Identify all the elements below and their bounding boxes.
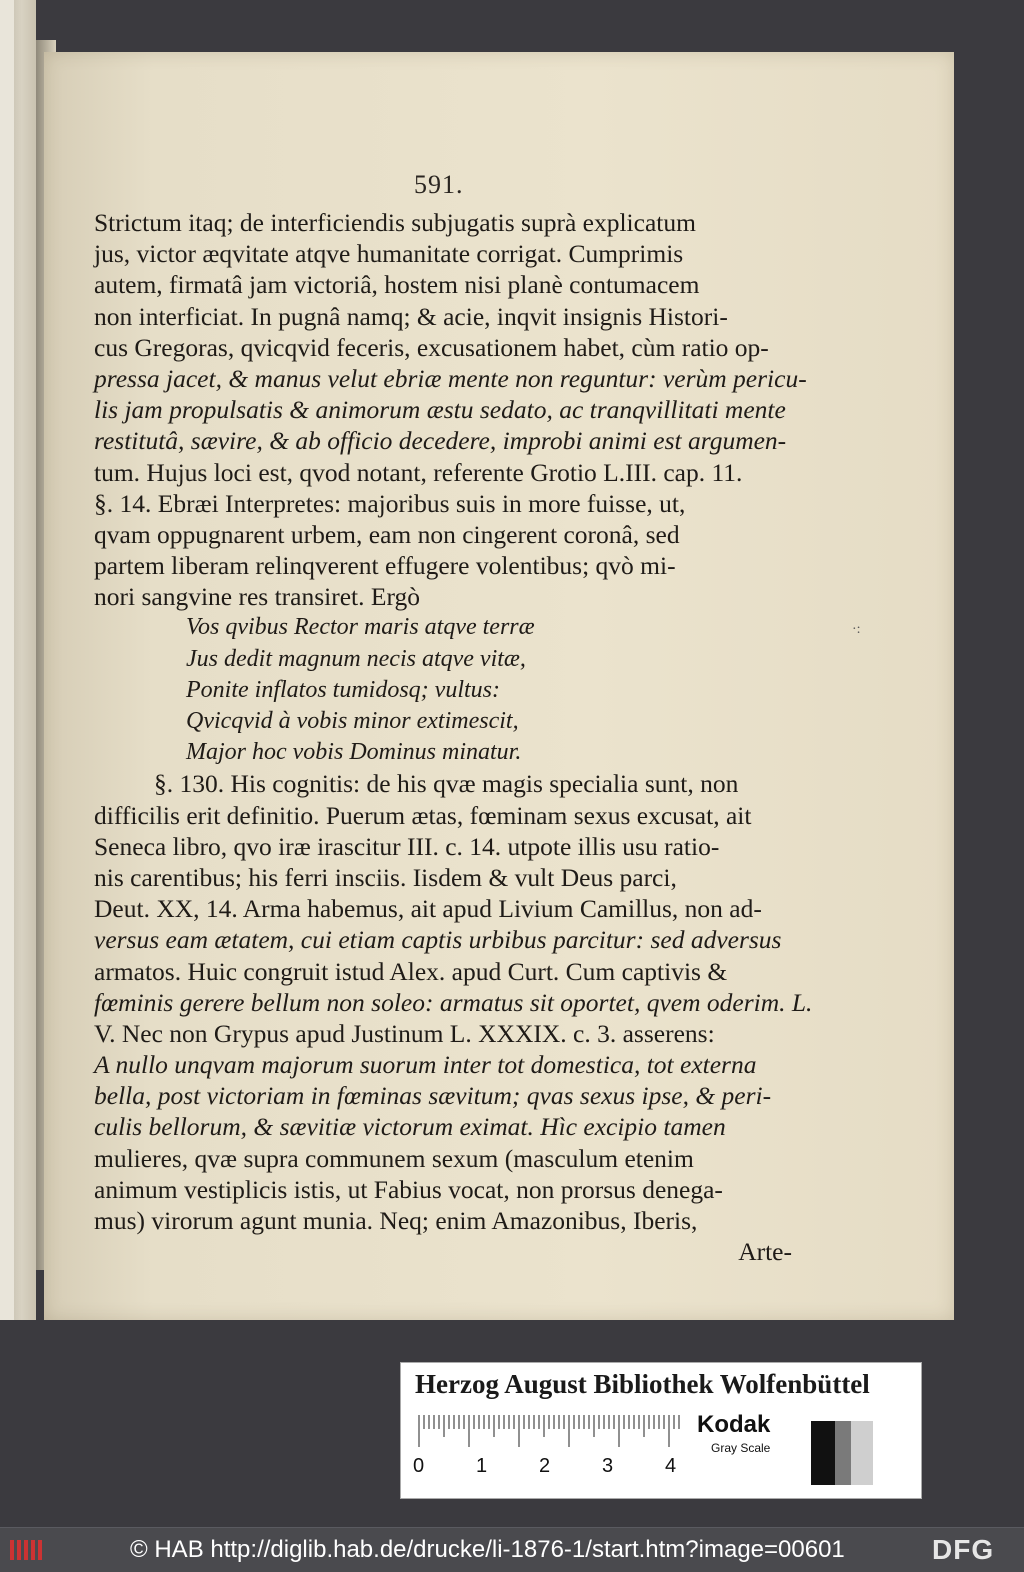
text-line: mulieres, qvæ supra communem sexum (masculum etenim bbox=[94, 1143, 694, 1173]
text-line: §. 14. Ebræi Interpretes: majoribus suis in more fuisse, ut, bbox=[94, 488, 686, 518]
ruler-number: 4 bbox=[665, 1455, 677, 1477]
ruler-scale bbox=[415, 1415, 685, 1447]
swatch-dark bbox=[811, 1421, 835, 1485]
page-text bbox=[94, 207, 813, 1267]
text-line: nori sangvine res transiret. Ergò bbox=[94, 582, 420, 612]
text-line: armatos. Huic congruit istud Alex. apud Curt. Cum captivis & bbox=[94, 956, 728, 986]
ink-smudge: ·: bbox=[852, 622, 861, 637]
text-line: autem, firmatâ jam victoriâ, hostem nisi planè contumacem bbox=[94, 270, 700, 300]
text-line: restitutâ, sævire, & ab officio decedere, improbi animi est argumen- bbox=[94, 426, 787, 456]
text-line: partem liberam relinqverent effugere volentibus; qvò mi- bbox=[94, 551, 676, 581]
text-line: V. Nec non Grypus apud Justinum L. XXXIX. c. 3. asserens: bbox=[94, 1018, 715, 1048]
text-line: versus eam ætatem, cui etiam captis urbibus parcitur: sed adversus bbox=[94, 925, 782, 955]
text-line: lis jam propulsatis & animorum æstu sedato, ac tranqvillitati mente bbox=[94, 395, 786, 425]
verse-line: Major hoc vobis Dominus minatur. bbox=[186, 739, 522, 766]
text-line: animum vestiplicis istis, ut Fabius vocat, non prorsus denega- bbox=[94, 1174, 723, 1204]
verse-line: Vos qvibus Rector maris atqve terræ bbox=[186, 614, 535, 641]
text-line: fœminis gerere bellum non soleo: armatus sit oportet, qvem oderim. L. bbox=[94, 987, 813, 1017]
library-label bbox=[400, 1362, 922, 1499]
text-line: mus) virorum agunt munia. Neq; enim Amazonibus, Iberis, bbox=[94, 1206, 698, 1235]
text-line: nis carentibus; his ferri insciis. Iisdem & vult Deus parci, bbox=[94, 862, 677, 892]
hab-logo-icon bbox=[8, 1536, 48, 1564]
swatch-mid bbox=[835, 1421, 851, 1485]
gray-scale-label: Gray Scale bbox=[711, 1441, 771, 1455]
text-line: cus Gregoras, qvicqvid feceris, excusationem habet, cùm ratio op- bbox=[94, 332, 769, 362]
text-line: Deut. XX, 14. Arma habemus, ait apud Livium Camillus, non ad- bbox=[94, 894, 762, 924]
footer-url[interactable]: © HAB http://diglib.hab.de/drucke/li-1876-1/start.htm?image=00601 bbox=[130, 1536, 845, 1563]
dfg-logo: DFG bbox=[932, 1534, 995, 1565]
text-line: non interficiat. In pugnâ namq; & acie, inqvit insignis Histori- bbox=[94, 301, 728, 331]
text-line: qvam oppugnarent urbem, eam non cingerent coronâ, sed bbox=[94, 519, 680, 549]
verse-line: Jus dedit magnum necis atqve vitæ, bbox=[186, 645, 526, 672]
text-line: jus, victor æqvitate atqve humanitate corrigat. Cumprimis bbox=[94, 239, 684, 269]
text-line: tum. Hujus loci est, qvod notant, referente Grotio L.III. cap. 11. bbox=[94, 457, 743, 487]
ruler-number: 3 bbox=[602, 1455, 614, 1477]
ruler-number: 0 bbox=[413, 1455, 425, 1477]
ruler-number: 1 bbox=[476, 1455, 488, 1477]
text-line: Seneca libro, qvo iræ irascitur III. c. 14. utpote illis usu ratio- bbox=[94, 831, 720, 861]
text-line: difficilis erit definitio. Puerum ætas, fœminam sexus excusat, ait bbox=[94, 800, 752, 830]
text-line: bella, post victoriam in fœminas sævitum; qvas sexus ipse, & peri- bbox=[94, 1081, 772, 1111]
text-line: A nullo unqvam majorum suorum inter tot domestica, tot externa bbox=[94, 1050, 757, 1080]
verse-line: Qvicqvid à vobis minor extimescit, bbox=[186, 708, 519, 734]
page-number: 591. bbox=[414, 170, 464, 199]
footer-bar bbox=[0, 1527, 1024, 1572]
text-line: culis bellorum, & sævitiæ victorum eximat. Hìc excipio tamen bbox=[94, 1112, 726, 1142]
kodak-logo: Kodak bbox=[697, 1411, 771, 1438]
book-page bbox=[44, 52, 954, 1320]
library-name: Herzog August Bibliothek Wolfenbüttel bbox=[415, 1369, 870, 1399]
ruler-number: 2 bbox=[539, 1455, 551, 1477]
text-line: pressa jacet, & manus velut ebriæ mente non reguntur: verùm pericu- bbox=[94, 363, 807, 393]
facing-page-edge bbox=[0, 0, 36, 1320]
verse-line: Ponite inflatos tumidosq; vultus: bbox=[186, 676, 500, 703]
facing-page-strip bbox=[0, 0, 14, 1320]
swatch-light bbox=[851, 1421, 873, 1485]
text-line: Strictum itaq; de interficiendis subjugatis suprà explicatum bbox=[94, 208, 696, 237]
text-line: §. 130. His cognitis: de his qvæ magis specialia sunt, non bbox=[154, 769, 739, 799]
catchword: Arte- bbox=[738, 1237, 792, 1267]
